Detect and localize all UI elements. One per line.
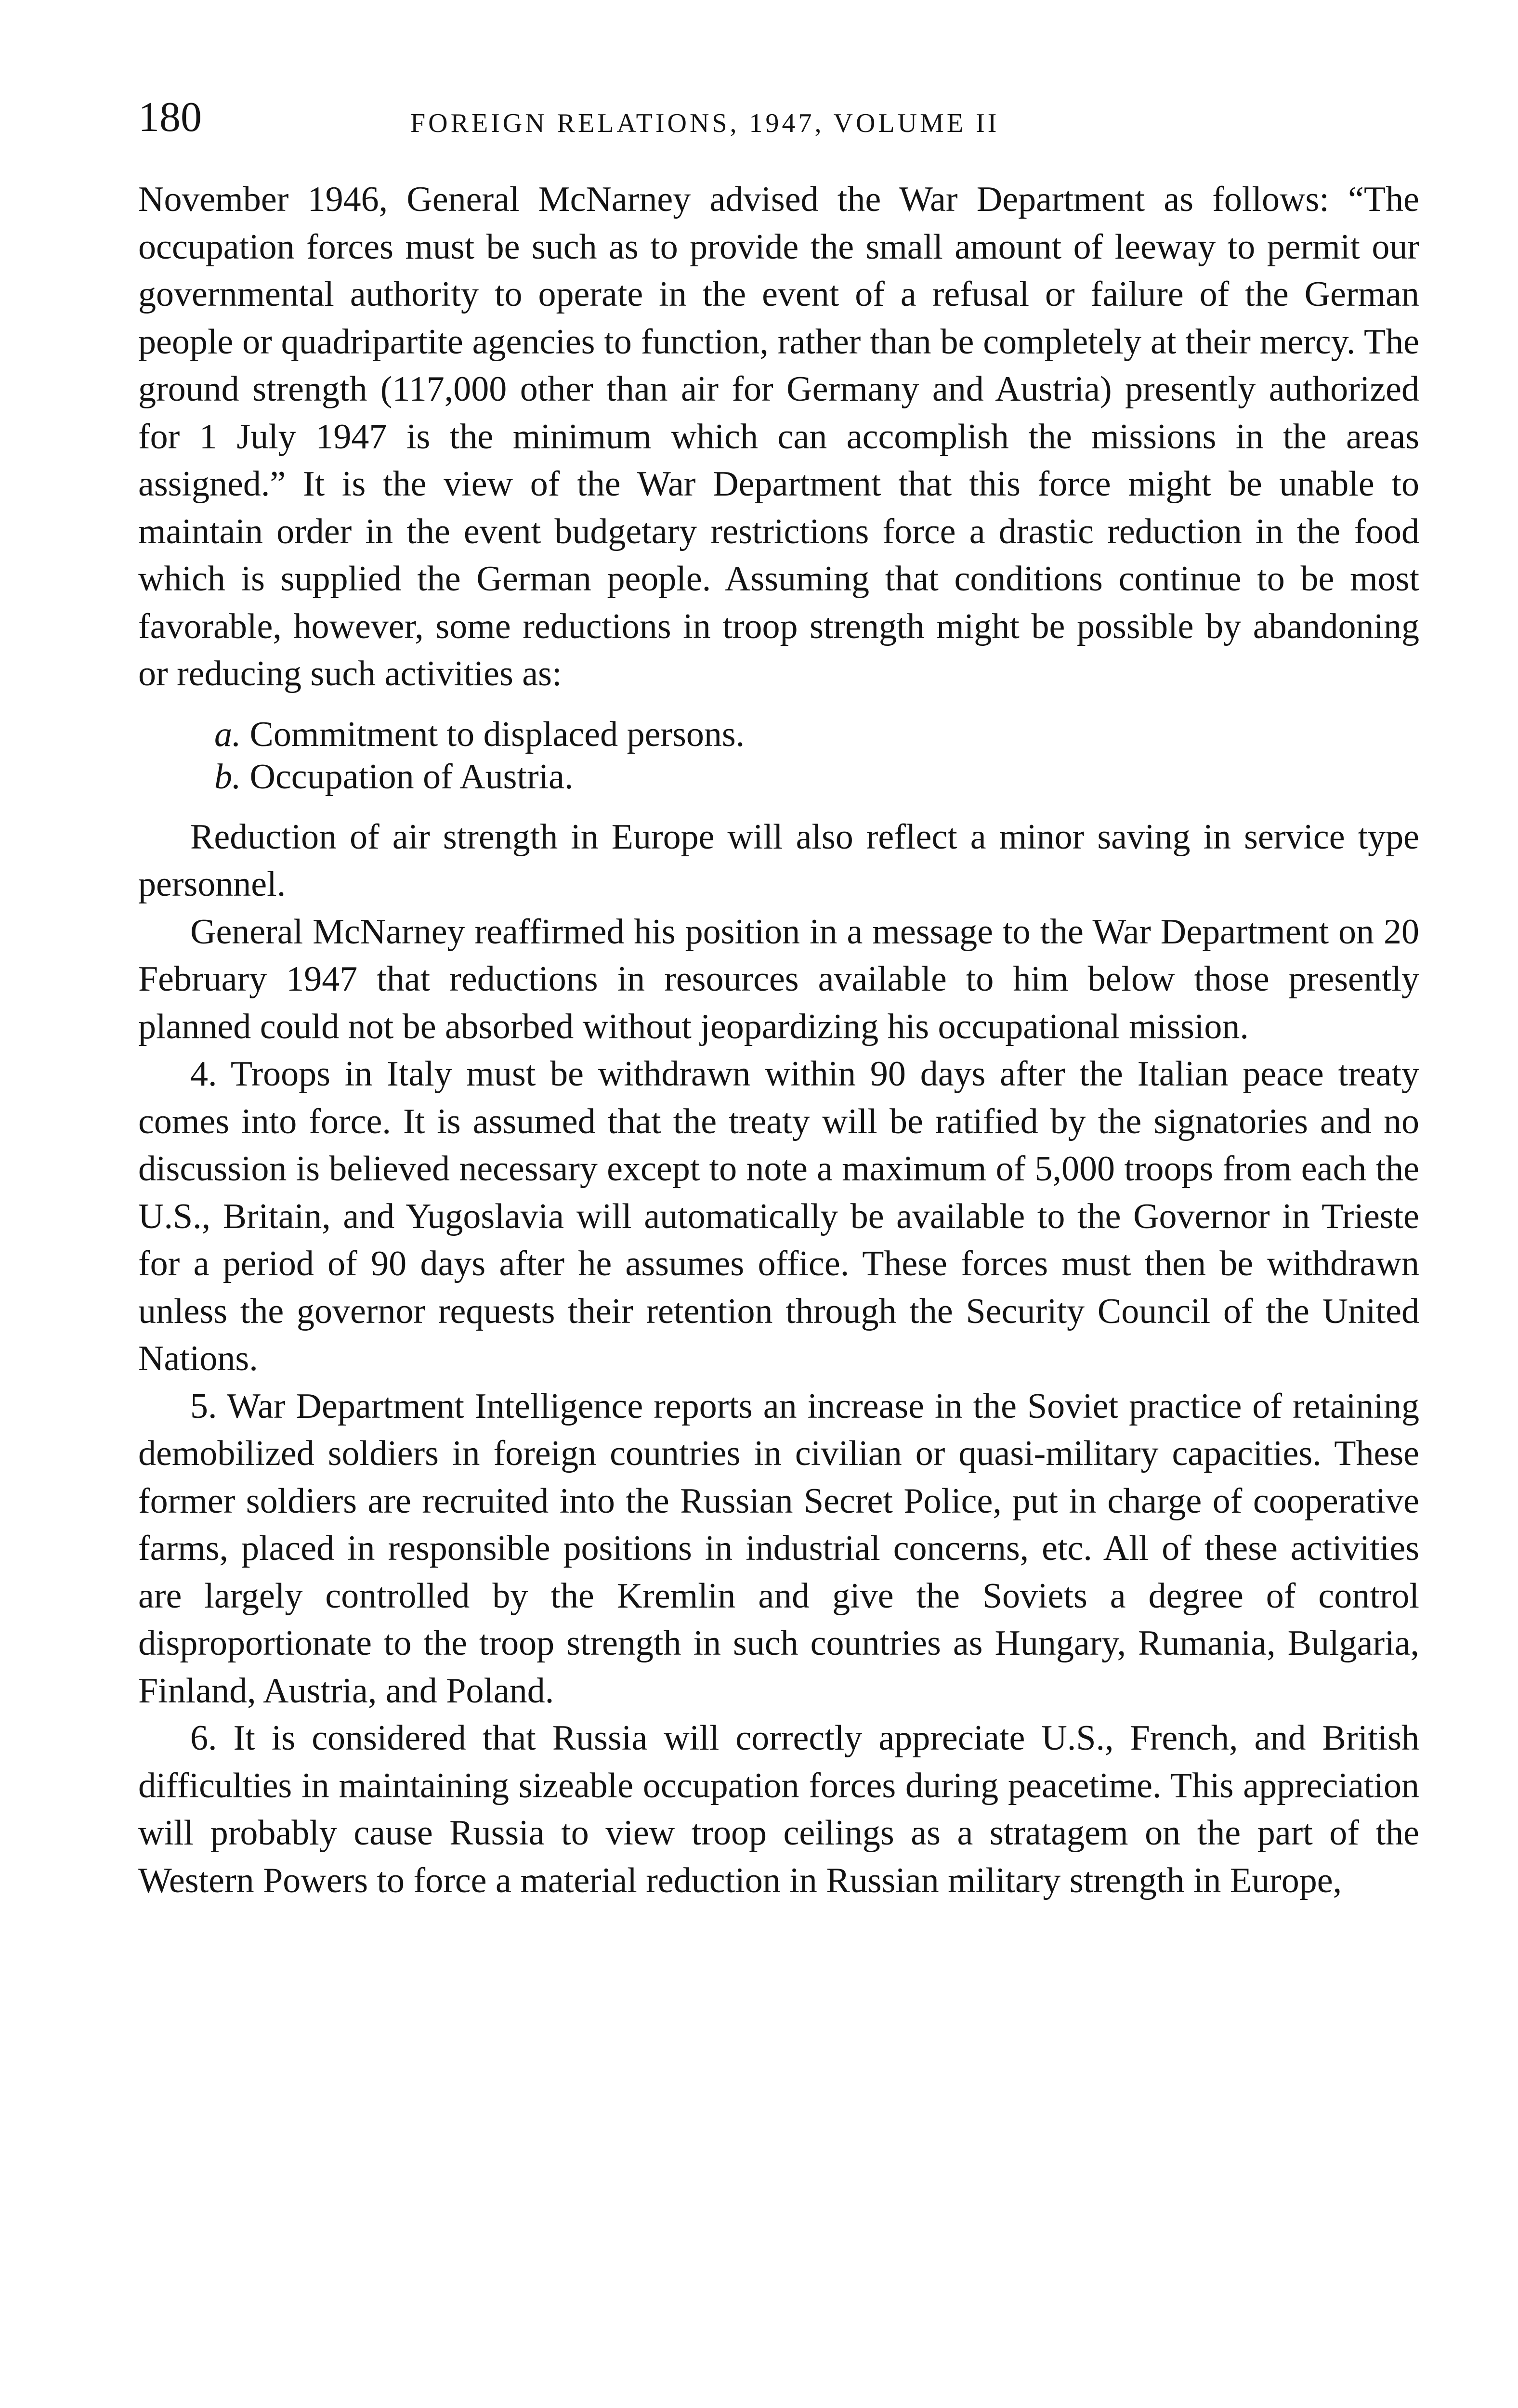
- paragraph-6: 6. It is considered that Russia will correctly appreciate U.S., French, and British difficulties in maintaining sizeable occupation forces during peacetime. This appreciation will probably cause Russia to view troop ceilings as a stratagem on the part of the Western Powers to force a material reduction in Russian military strength in Europe,: [138, 1718, 1419, 1900]
- page-number: 180: [138, 94, 202, 141]
- list-item-text: Occupation of Austria.: [249, 757, 574, 797]
- list-marker: a.: [214, 714, 241, 754]
- body-text: [138, 176, 1419, 1904]
- running-head: FOREIGN RELATIONS, 1947, VOLUME II: [410, 108, 1000, 138]
- list-marker: b.: [214, 757, 241, 797]
- page-header: [138, 92, 1419, 154]
- list-item-text: Commitment to displaced persons.: [249, 714, 745, 754]
- paragraph-3: General McNarney reaffirmed his position in a message to the War Department on 20 February 1947 that reductions in resources available to him below those presently planned could not be absorbed without jeopardizing his occupational mission.: [138, 912, 1419, 1047]
- paragraph-4: 4. Troops in Italy must be withdrawn within 90 days after the Italian peace treaty comes into force. It is assumed that the treaty will be ratified by the signatories and no discussion is believed necessary except to note a maximum of 5,000 troops from each the U.S., Britain, and Yugoslavia will automatically be available to the Governor in Trieste for a period of 90 days after he assumes office. These forces must then be withdrawn unless the governor requests their retention through the Security Council of the United Nations.: [138, 1054, 1419, 1378]
- paragraph-1: November 1946, General McNarney advised the War Department as follows: “The occupation forces must be such as to provide the small amount of leeway to permit our governmental authority to operate in the event of a refusal or failure of the German people or quadripartite agencies to function, rather than be completely at their mercy. The ground strength (117,000 other than air for Germany and Austria) presently authorized for 1 July 1947 is the minimum which can accomplish the missions in the areas assigned.” It is the view of the War Department that this force might be unable to maintain order in the event budgetary restrictions force a drastic reduction in the food which is supplied the German people. Assuming that conditions continue to be most favorable, however, some reductions in troop strength might be possible by abandoning or reducing such activities as:: [138, 180, 1419, 694]
- document-page: [138, 92, 1419, 1904]
- list-item: [214, 713, 1419, 756]
- paragraph-5: 5. War Department Intelligence reports an increase in the Soviet practice of retaining demobilized soldiers in foreign countries in civilian or quasi-military capacities. These former soldiers are recruited into the Russian Secret Police, put in charge of cooperative farms, placed in responsible positions in industrial concerns, etc. All of these activities are largely controlled by the Kremlin and give the Soviets a degree of control disproportionate to the troop strength in such countries as Hungary, Rumania, Bulgaria, Finland, Austria, and Poland.: [138, 1386, 1419, 1711]
- paragraph-2: Reduction of air strength in Europe will also reflect a minor saving in service type personnel.: [138, 817, 1419, 904]
- activity-list: [214, 713, 1419, 798]
- list-item: [214, 756, 1419, 798]
